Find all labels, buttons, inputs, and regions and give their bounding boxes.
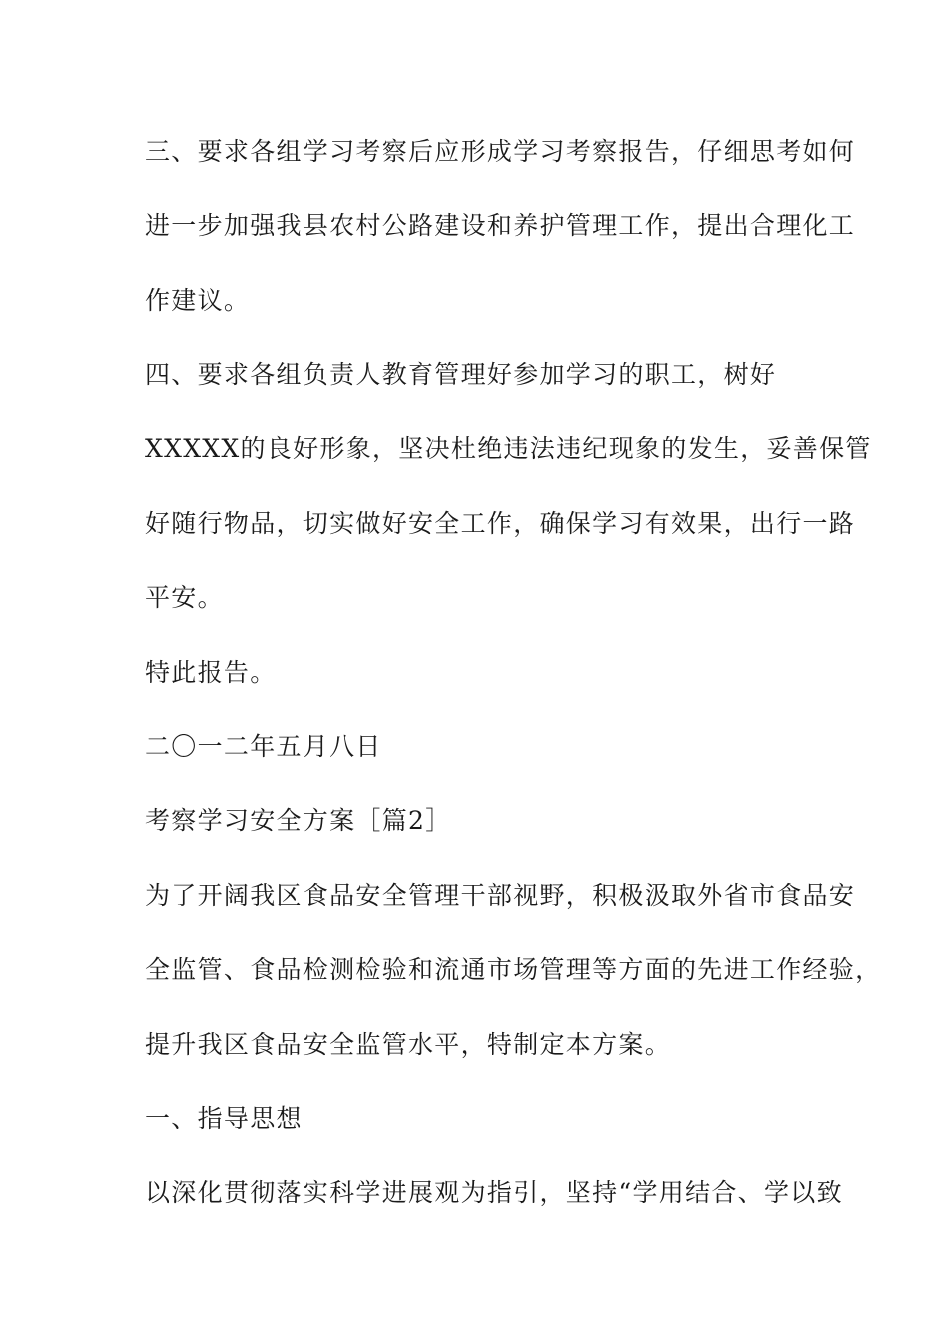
intro-line-2: 全监管、食品检测检验和流通市场管理等方面的先进工作经验， <box>145 955 882 984</box>
paragraph-4-line-4: 平安。 <box>145 583 224 612</box>
guiding-ideology-line-1: 以深化贯彻落实科学进展观为指引，坚持“学用结合、学以致 <box>145 1178 843 1207</box>
section-title: 考察学习安全方案［篇2］ <box>145 806 452 835</box>
paragraph-4-line-1: 四、要求各组负责人教育管理好参加学习的职工，树好 <box>145 360 777 389</box>
paragraph-4-line-2: XXXXX的良好形象，坚决杜绝违法违纪现象的发生，妥善保管 <box>145 434 872 463</box>
paragraph-4-line-3: 好随行物品，切实做好安全工作，确保学习有效果，出行一路 <box>145 509 856 538</box>
document-date: 二〇一二年五月八日 <box>145 732 382 761</box>
paragraph-3-line-3: 作建议。 <box>145 286 251 315</box>
heading-guiding-ideology: 一、指导思想 <box>145 1104 303 1133</box>
paragraph-3-line-2: 进一步加强我县农村公路建设和养护管理工作，提出合理化工 <box>145 211 856 240</box>
closing-statement: 特此报告。 <box>145 658 277 687</box>
paragraph-3-line-1: 三、要求各组学习考察后应形成学习考察报告，仔细思考如何 <box>145 137 856 166</box>
intro-line-1: 为了开阔我区食品安全管理干部视野，积极汲取外省市食品安 <box>145 881 856 910</box>
intro-line-3: 提升我区食品安全监管水平，特制定本方案。 <box>145 1030 672 1059</box>
